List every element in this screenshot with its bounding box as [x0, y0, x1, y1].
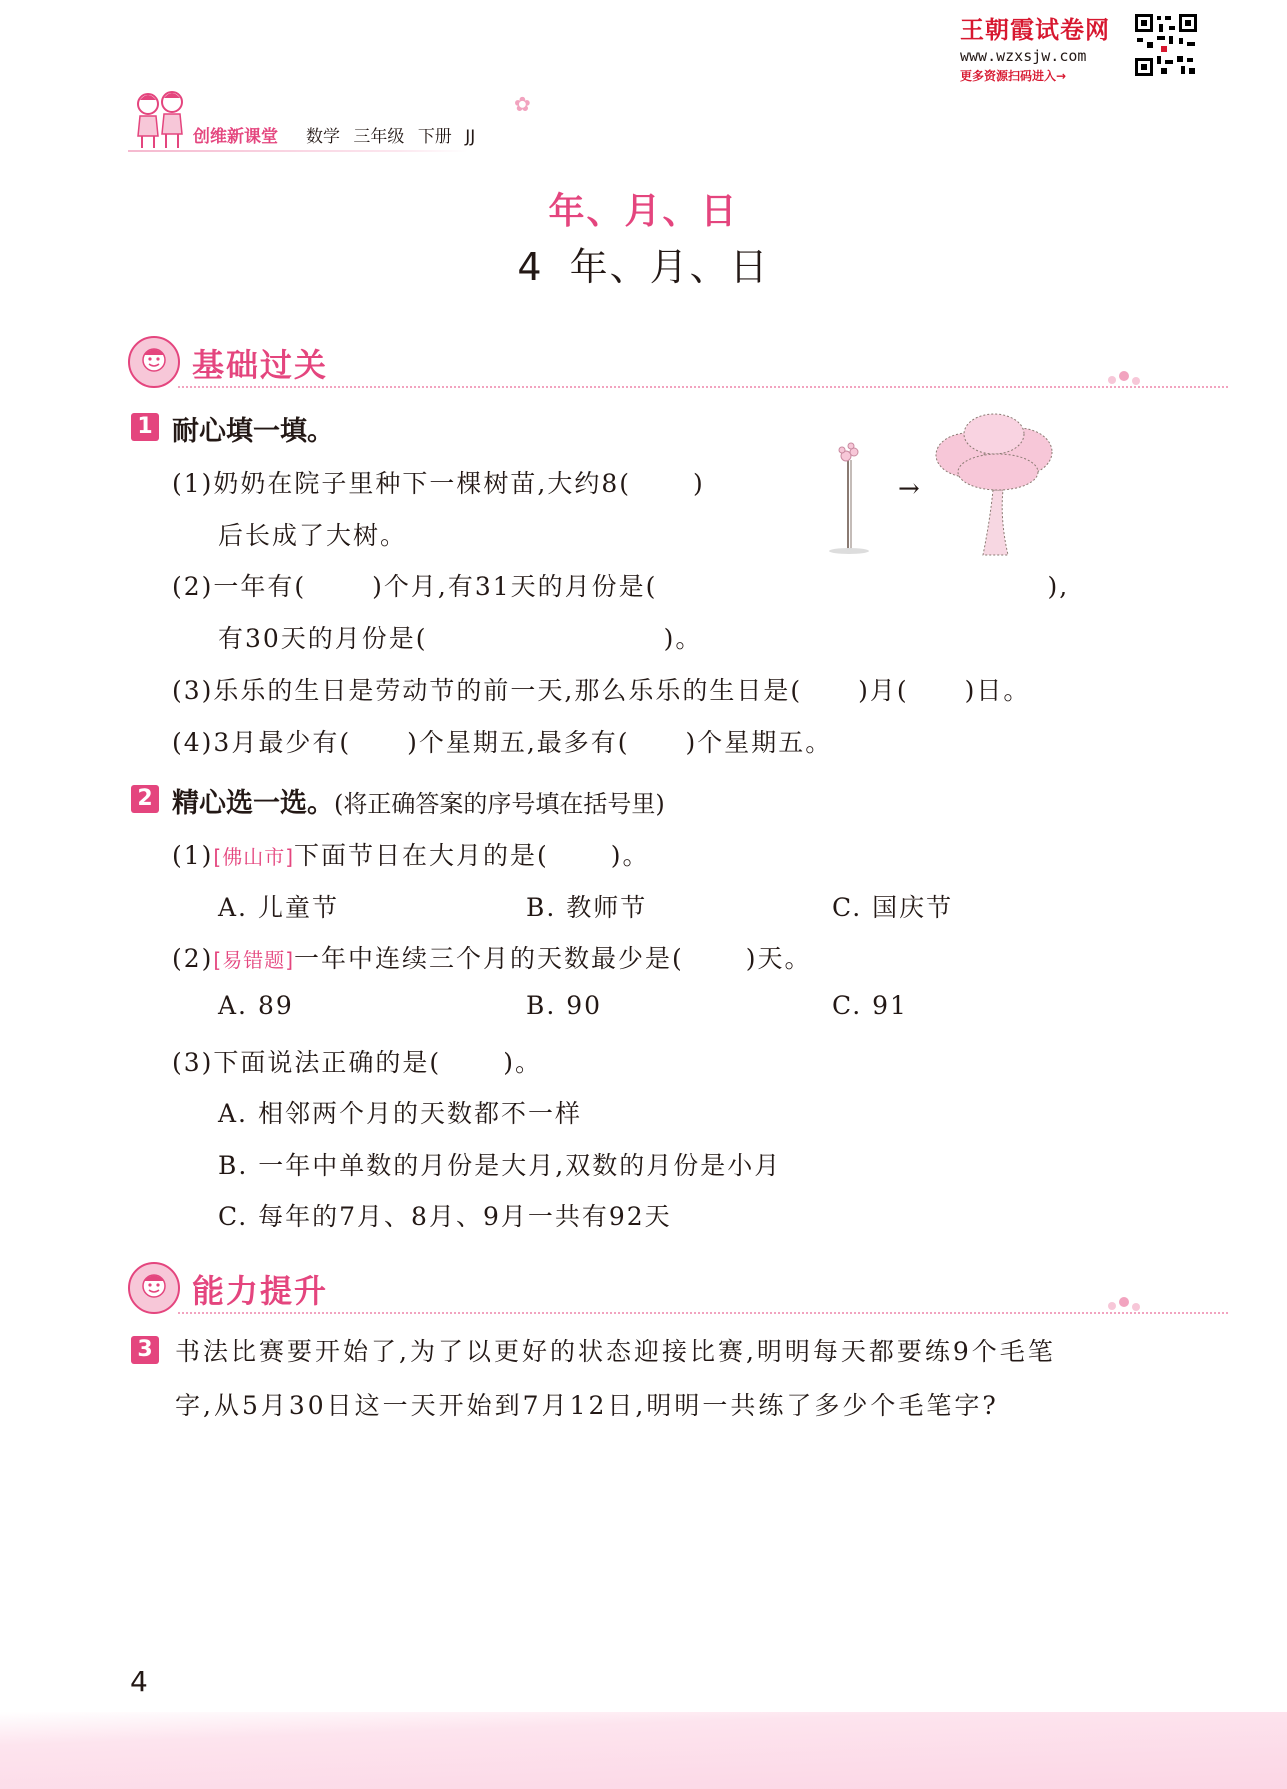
brand-tip: 更多资源扫码进入→ [960, 69, 1067, 83]
option-c[interactable]: C. 91 [832, 991, 908, 1020]
brand-url[interactable]: www.wzxsjw.com [960, 47, 1087, 65]
option-b[interactable]: B. 一年中单数的月份是大月,双数的月份是小月 [218, 1151, 782, 1180]
mascot-badge-icon [128, 336, 180, 388]
dotted-divider [178, 386, 1228, 388]
question-number: 3 [131, 1336, 159, 1364]
option-c[interactable]: C. 每年的7月、8月、9月一共有92天 [218, 1202, 672, 1231]
page-number: 4 [130, 1665, 148, 1698]
brand-name: 王朝霞试卷网 [960, 16, 1110, 44]
arrow-icon: → [898, 474, 920, 504]
q3-line-2: 字,从5月30日这一天开始到7月12日,明明一共练了多少个毛笔字? [175, 1391, 999, 1420]
option-a[interactable]: A. 儿童节 [218, 893, 339, 922]
edition: JJ [465, 127, 476, 147]
kids-mascot-icon [128, 86, 194, 152]
lesson-title [0, 236, 1287, 291]
q2-sub-3: (3)下面说法正确的是( )。 [172, 1048, 542, 1077]
section-basic [128, 336, 1128, 396]
option-c[interactable]: C. 国庆节 [832, 893, 954, 922]
mascot-badge-icon [128, 1262, 180, 1314]
source-tag: [易错题] [213, 948, 295, 972]
question-title: 精心选一选。(将正确答案的序号填在括号里) [172, 788, 665, 819]
question-number: 2 [131, 785, 159, 813]
footer-band [0, 1712, 1287, 1789]
option-b[interactable]: B. 90 [526, 991, 603, 1020]
series-name: 创维新课堂 [193, 127, 278, 147]
volume: 下册 [417, 127, 452, 147]
question-number: 1 [131, 413, 159, 441]
section-title: 能力提升 [192, 1272, 329, 1310]
q3-line-1: 书法比赛要开始了,为了以更好的状态迎接比赛,明明每天都要练9个毛笔 [175, 1337, 1056, 1366]
flower-icon: ✿ [514, 92, 531, 116]
source-tag: [佛山市] [213, 845, 295, 869]
header-divider [128, 150, 468, 152]
q2-sub-1: (1)[佛山市]下面节日在大月的是( )。 [172, 841, 650, 870]
q1-item-2: (2)一年有( )个月,有31天的月份是( ), [172, 572, 1070, 601]
section-advanced [128, 1262, 1128, 1322]
sapling-to-tree-icon [818, 410, 1088, 560]
qr-code-icon[interactable] [1133, 12, 1199, 78]
book-info [306, 122, 483, 147]
q2-sub-2: (2)[易错题]一年中连续三个月的天数最少是( )天。 [172, 944, 812, 973]
q1-item-3: (3)乐乐的生日是劳动节的前一天,那么乐乐的生日是( )月( )日。 [172, 676, 1031, 705]
dotted-divider [178, 1312, 1228, 1314]
brand-block [960, 10, 1130, 84]
tree-growth-illustration [818, 410, 1088, 560]
subject: 数学 [306, 127, 340, 147]
book-header [128, 86, 518, 156]
option-a[interactable]: A. 相邻两个月的天数都不一样 [218, 1099, 582, 1128]
q1-item-2-cont: 有30天的月份是( )。 [218, 624, 703, 653]
unit-title: 年、月、日 [548, 191, 739, 232]
lesson-name: 年、月、日 [569, 245, 770, 289]
q1-item-4: (4)3月最少有( )个星期五,最多有( )个星期五。 [172, 728, 833, 757]
dots-decoration-icon [1106, 1296, 1146, 1316]
grade: 三年级 [353, 127, 405, 147]
dots-decoration-icon [1106, 370, 1146, 390]
q1-item-1: (1)奶奶在院子里种下一棵树苗,大约8( ) [172, 469, 705, 498]
option-a[interactable]: A. 89 [218, 991, 294, 1020]
option-b[interactable]: B. 教师节 [526, 893, 648, 922]
section-title: 基础过关 [192, 346, 329, 384]
question-title: 耐心填一填。 [172, 416, 334, 447]
question-note: (将正确答案的序号填在括号里) [334, 790, 665, 818]
q1-item-1-cont: 后长成了大树。 [218, 521, 408, 550]
lesson-number: 4 [517, 245, 544, 289]
